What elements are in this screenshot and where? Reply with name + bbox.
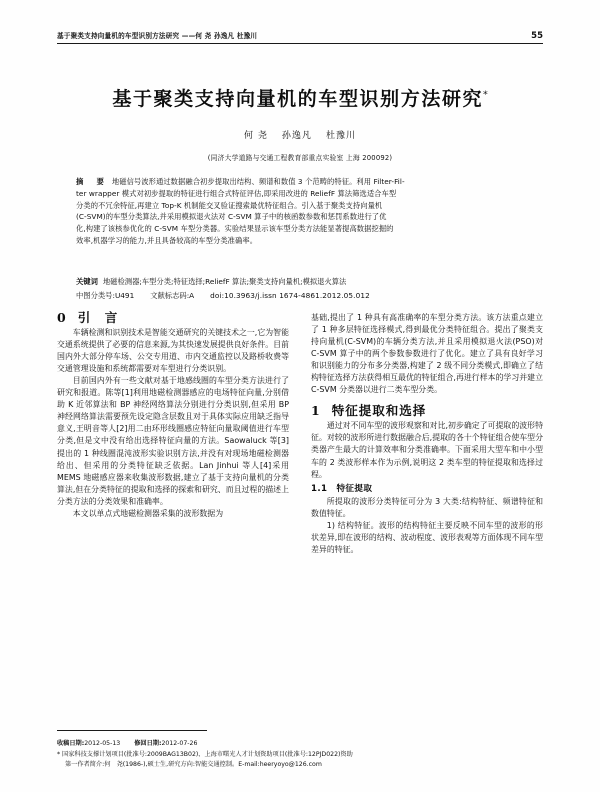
received-date-label: 收稿日期: <box>57 740 85 747</box>
section-heading-0 <box>57 312 289 324</box>
revised-date-label: 修回日期: <box>134 740 162 747</box>
keywords-label: 关键词 <box>76 277 98 286</box>
page-number: 55 <box>531 31 543 41</box>
paragraph: 本文以单点式地磁检测器采集的波形数据为 <box>72 508 224 518</box>
abstract-line-3: 分类的不冗余特征,再建立 Top-K 机制能交叉验证搜索最优特征组合。引入基于聚类支持向量机 <box>76 200 383 210</box>
running-head-text: 基于聚类支持向量机的车型识别方法研究 ——何 尧 孙逸凡 杜豫川 <box>57 32 258 40</box>
paragraph: 1) 结构特征。波形的结构特征主要反映不同车型的波形的形状差异,即在波形的结构、波动程度、波形表观等方面体现不同车型差异的特征。 <box>311 520 543 554</box>
body-columns <box>57 312 543 714</box>
abstract-line-4: (C-SVM)的车型分类算法,并采用模拟退火法对 C-SVM 算子中的核函数参数和惩罚系数进行了优 <box>76 212 387 222</box>
classification-row <box>76 290 528 302</box>
paragraph: 所提取的波形分类特征可分为 3 大类:结构特征、频谱特征和数值特征。 <box>311 496 543 518</box>
author-list <box>0 128 600 141</box>
running-head <box>57 30 543 41</box>
section-0-title: 引 言 <box>77 310 119 325</box>
paragraph: 基础,提出了 1 种具有高准确率的车型分类方法。该方法重点建立了 1 种多层特征选择模式,得到最优分类特征组合。提出了聚类支持向量机(C-SVM)的车辆分类方法,并且采用模拟退火法(PSO)对 C-SVM 算子中的两个参数参数进行了优化。建立了具有良好学习和识别能力的分布多分类器,构建了 2 级不同分类模式,即确立了结构特征选择方法获得相互最优的特征组合,再进行样本的学习并建立 C-SVM 分类器以进行二类车型分类。 <box>311 313 543 395</box>
footnote-block <box>57 739 543 771</box>
subsection-1-1-number: 1.1 <box>311 483 328 494</box>
footnote-dates <box>57 739 543 750</box>
received-date-value: 2012-05-13 <box>84 740 121 747</box>
title-text: 基于聚类支持向量机的车型识别方法研究 <box>112 88 484 110</box>
revised-date-value: 2012-07-26 <box>161 740 198 747</box>
keywords-row <box>76 276 528 288</box>
paragraph: 车辆检测和识别技术是智能交通研究的关键技术之一,它为智能交通系统提供了必要的信息来源,为其快速发展提供良好条件。目前国内外大部分停车场、公交专用道、市内交通监控以及路桥收费等交通管理设施和系统都需要对车型进行分类识别。 <box>57 328 289 374</box>
page-title <box>0 84 600 111</box>
section-1-title: 特征提取和选择 <box>331 403 427 419</box>
keywords-value: 地磁检测器;车型分类;特征选择;ReliefF 算法;聚类支持向量机;模拟退火算法 <box>102 277 347 286</box>
author-2: 孙逸凡 <box>281 131 312 141</box>
header-divider <box>57 43 543 44</box>
abstract-label: 摘 要 <box>76 177 107 186</box>
paragraph: 通过对不同车型的波形观察和对比,初步确定了可提取的波形特征。对较的波形所进行数据融合后,提取的各十个特征组合使车型分类器产生最大的计算效率和分类准确率。下面采用大型车和中小型车的 2 类波形样本作为示例,说明这 2 类车型的特征提取和选择过程。 <box>311 421 543 479</box>
subsection-heading-1-1 <box>311 483 543 495</box>
paragraph: 目前国内外有一些文献对基于地感线圈的车型分类方法进行了研究和报道。陈等[1]利用地磁检测器感应的电场特征向量,分别借助 K 近邻算法和 BP 神经网络算法分别进行分类识别,但采用 BP 神经网络算法需要预先设定隐含层数且对于具体实际应用缺乏指导意义,王明音等人[2]用二由环形线圈感应特征向量取阈值进行车型分类,但是文中没有给出选择特征向量的方法。Saowaluck 等[3]提出的 1 种线圈混沌波形实验识别方法,并没有对现场地磁检测器给出、但采用的分类特征缺乏依据。Lan Jinhui 等人[4]采用 MEMS 地磁感应器来收集波形数据,建立了基于支持向量机的分类算法,但在分类特征的提取和选择的探索和研究、而且过程的描述上分类方法的分类效果和准确率。 <box>57 376 289 506</box>
abstract-block <box>76 176 526 247</box>
footnote-author-bio: 第一作者简介:何 尧(1986-),硕士生,研究方向:智能交通控制。E-mail:heeryoyo@126.com <box>65 761 322 769</box>
footnote-funding: * 国家科技支撑计划项目(批准号:2009BAG13B02)、上海市曙光人才计划资助项目(批准号:12PJD022)资助 <box>57 750 353 758</box>
footnote-divider <box>57 730 207 731</box>
clc-number: 中图分类号:U491 <box>76 291 135 300</box>
keyword-block <box>76 276 528 302</box>
document-code: 文献标志码:A <box>150 291 195 300</box>
abstract-line-6: 效率,机器学习的能力,并且具备较高的车型分类准确率。 <box>76 235 258 245</box>
author-1: 何 尧 <box>244 131 268 141</box>
abstract-line-5: 化,构建了该核参优化的 C-SVM 车型分类器。实验结果显示该车型分类方法能显著提高数据挖掘的 <box>76 224 394 234</box>
abstract-text-1: 地磁信号波形通过数据融合初步提取出结构、频谱和数值 3 个范畴的特征。利用 Filter-Fil- <box>111 177 405 186</box>
subsection-1-1-title: 特征提取 <box>336 483 373 494</box>
abstract-line-1 <box>76 176 526 188</box>
section-0-number: 0 <box>57 310 67 325</box>
right-column <box>311 312 543 714</box>
left-column <box>57 312 289 714</box>
section-1-number: 1 <box>311 403 321 419</box>
abstract-line-2: ter wrapper 模式对初步提取的特征进行组合式特征评估,即采用改进的 ReliefF 算法筛选适合车型 <box>76 188 397 198</box>
section-heading-1 <box>311 405 543 417</box>
title-footnote-marker: * <box>483 90 488 101</box>
affiliation: (同济大学道路与交通工程教育部重点实验室 上海 200092) <box>207 154 393 162</box>
doi-value: doi:10.3963/j.issn 1674-4861.2012.05.012 <box>210 291 370 300</box>
author-3: 杜豫川 <box>325 131 356 141</box>
